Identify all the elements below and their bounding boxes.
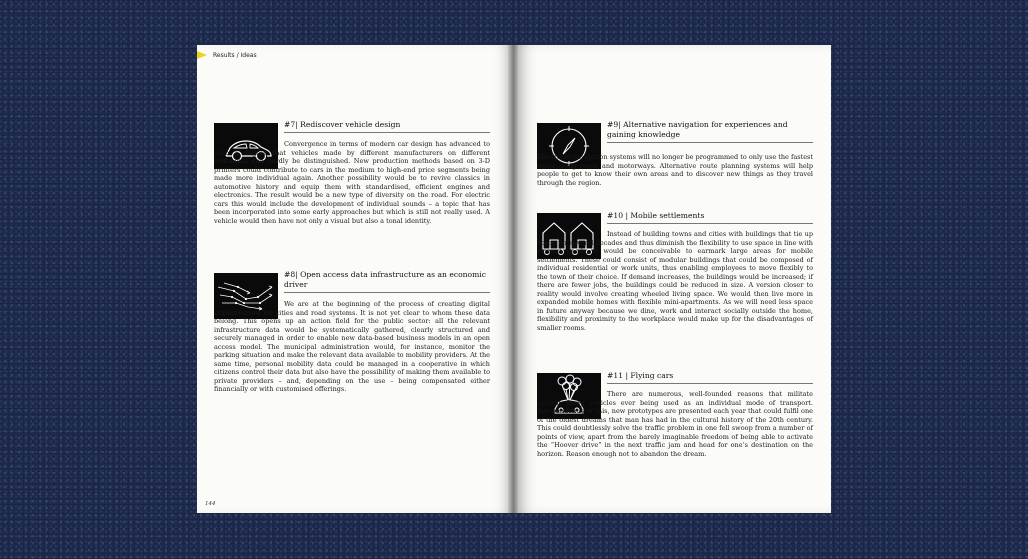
- entry-8-body: We are at the beginning of the process of creating digital infrastructure for cities and road systems. It is not yet clear to whom these data belong. This opens up an action field for the public sector: all the relevant infrastructure data would be systematically gathered, clearly structured and securely managed in order to enable new data-based business models in an open access model. The municipal administration would, for instance, monitor the parking situation and make the relevant data available to mobility providers. At the same time, personal mobility data could be managed in a cooperative in which citizens control their data but also have the possibility of making them available to private providers – and, depending on the use – being compensated either financially or with customised offerings.: [214, 300, 490, 394]
- entry-8-title: #8| Open access data infrastructure as an economic driver: [284, 270, 490, 293]
- entry-11-body: There are numerous, well-founded reasons that militate against flying vehicles ever being used as an individual mode of transport. Independently of this, new prototypes are presented each year that could fulfil one of the oldest dreams that man has had in the cultural history of the 20th century. This could doubtlessly solve the traffic problem in one fell swoop from a number of points of view, apart from the barely imaginable freedom of being able to activate the “Hoover drive” in the next traffic jam and head for one’s destination on the horizon. Reason enough not to abandon the dream.: [537, 390, 813, 458]
- entry-10-title: #10 | Mobile settlements: [607, 211, 813, 224]
- section-tab-marker: [197, 51, 207, 59]
- right-page: [513, 45, 831, 513]
- section-label: Results / Ideas: [213, 52, 257, 59]
- entry-7-title: #7| Rediscover vehicle design: [284, 120, 490, 133]
- entry-10-body: Instead of building towns and cities with buildings that tie up space for several decades and thus diminish the flexibility to use space in line with current needs, it would be conceivable to earmark large areas for mobile settlements. These could consist of modular buildings that could be composed of individual residential or work units, thus enabling employees to move flexibly to the town of their choice. If demand increases, the buildings would be increased; if there are fewer jobs, the buildings could be reduced in size. A version closer to reality would involve creating wheeled living space. We would then live more in expanded mobile homes with flexible mini-apartments. As we will need less space in future anyway because we dine, work and interact socially outside the home, flexibility and proximity to the workplace would make up for the disadvantages of smaller rooms.: [537, 230, 813, 333]
- left-page: [197, 45, 513, 513]
- entry-9-title: #9| Alternative navigation for experiences and gaining knowledge: [607, 120, 813, 143]
- book-gutter: [508, 45, 518, 513]
- entry-11-title: #11 | Flying cars: [607, 371, 813, 384]
- open-book: [197, 45, 831, 513]
- page-number: 144: [205, 501, 216, 507]
- entry-9-body: Electronic navigation systems will no longer be programmed to only use the fastest route along roads and motorways. Alternative route planning systems will help people to get to know their own areas and to discover new things as they travel through the region.: [537, 153, 813, 187]
- entry-7-body: Convergence in terms of modern car design has advanced to such a degree that vehicles made by different manufacturers on different continents can hardly be distinguished. New production methods based on 3-D printers could contribute to cars in the medium to high-end price segments being made more individual again. Another possibility would be to revive classics in automotive history and equip them with standardised, efficient engines and electronics. The result would be a new type of diversity on the road. For electric cars this would include the development of individual sounds – a topic that has been incorporated into some early approaches but which is still not really used. A vehicle would then have not only a visual but also a tonal identity.: [214, 140, 490, 225]
